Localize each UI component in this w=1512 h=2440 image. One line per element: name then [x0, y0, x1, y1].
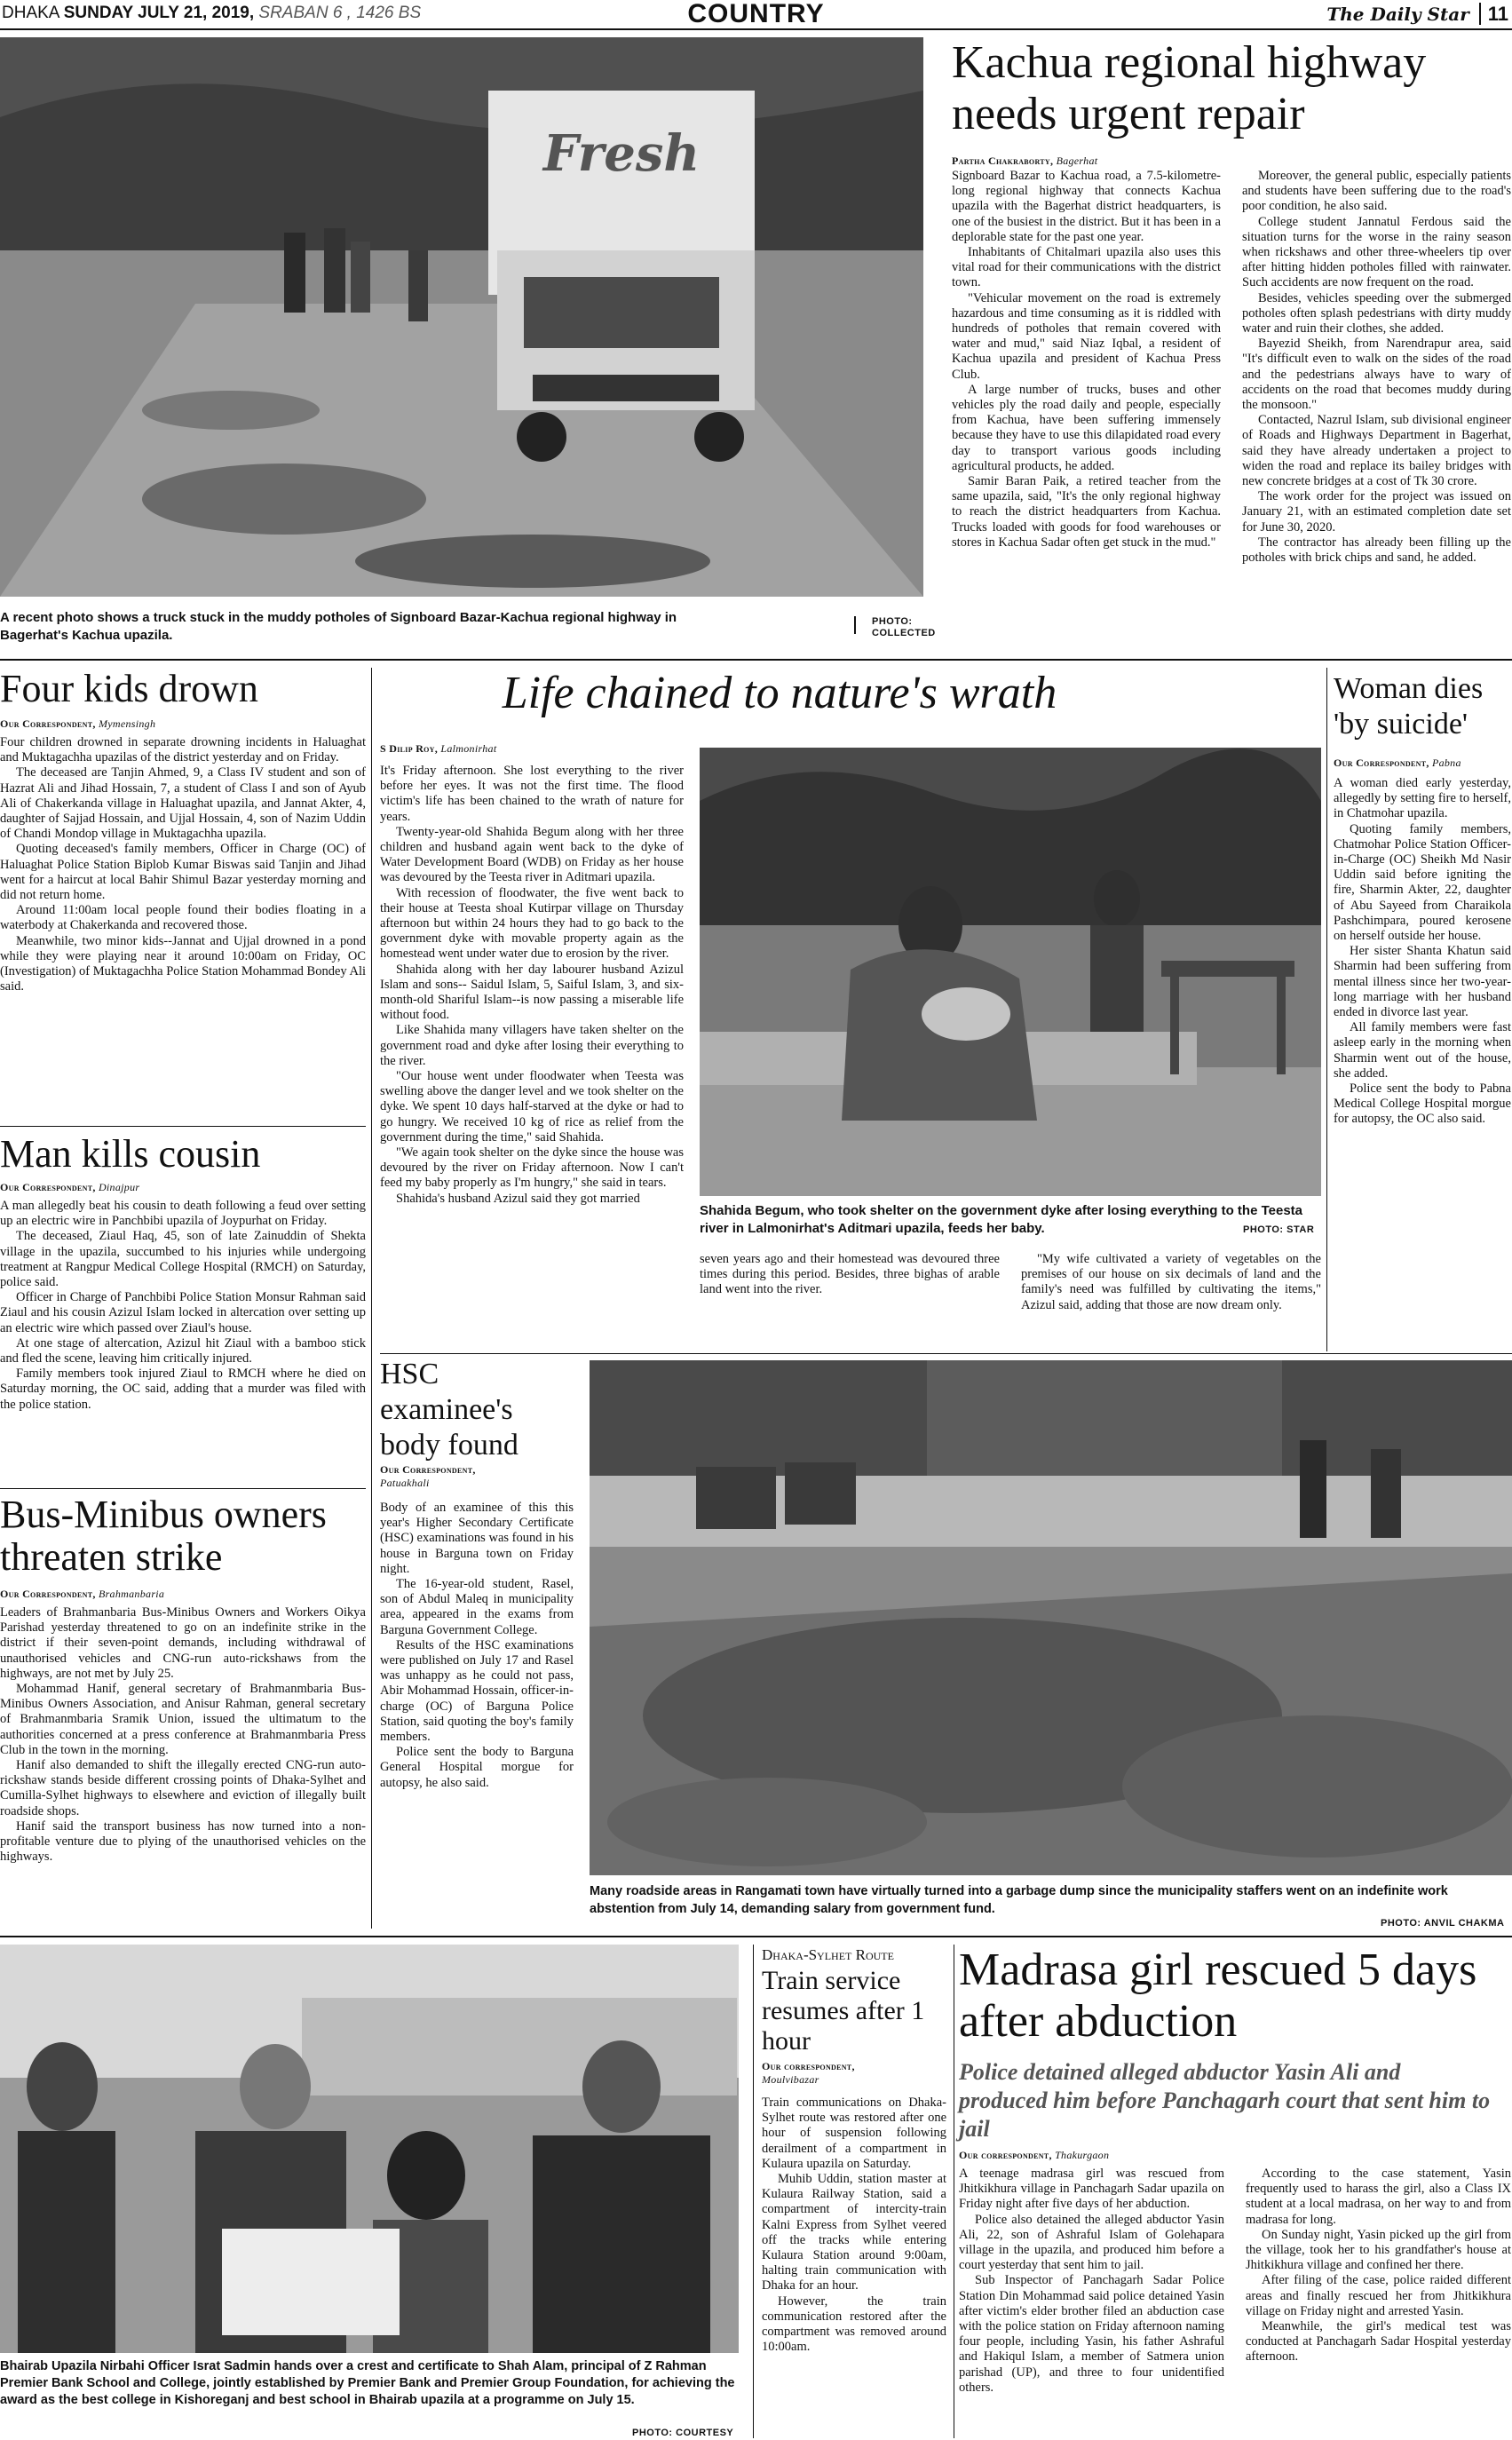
kachua-byline	[952, 154, 1097, 168]
paragraph: Like Shahida many villagers have taken shelter on the government road and dyke after losing their everything to the river.	[380, 1023, 684, 1068]
paragraph: Shahida's husband Azizul said they got married	[396, 1191, 640, 1206]
cousin-byline-place: Dinajpur	[98, 1181, 140, 1193]
paragraph: Meanwhile, two minor kids--Jannat and Ujjal drowned in a pond while they were playing near it around 10:00am on Friday, OC (Investigation) of Muktagachha Police Station Mohammad Bondey Ali said.	[0, 933, 366, 994]
paragraph: Bayezid Sheikh, from Narendrapur area, said "It's difficult even to walk on the sides of the road and the pedestrians always have to wary of accidents on the road that becomes muddy during the monsoon."	[1242, 337, 1511, 413]
garbage-photo-caption: Many roadside areas in Rangamati town have virtually turned into a garbage dump since the municipality staffers went on an indefinite work abstention from July 14, demanding salary from government fund.	[590, 1884, 1448, 1916]
paragraph: Twenty-year-old Shahida Begum along with her three children and husband again went back to the dyke of Water Development Board (WDB) on Friday as her house was devoured by the Teesta river in Aditmari upazila.	[380, 824, 684, 885]
divider	[380, 1353, 1512, 1354]
life-byline	[380, 742, 496, 756]
shahida-photo-caption: Shahida Begum, who took shelter on the government dyke after losing everything to the Teesta river in Lalmonirhat's Aditmari upazila, feeds her baby.	[700, 1203, 1303, 1236]
life-body	[380, 764, 684, 1207]
paragraph: Samir Baran Paik, a retired teacher from the same upazila, said, "It's the only regional highway to reach the district headquarters from Kachua. Trucks loaded with goods for food warehouses or stores in Kachua Sadar often get stuck in the mud."	[952, 474, 1221, 550]
paragraph: Four children drowned in separate drowning incidents in Haluaghat and Muktagachha upazilas of the district yesterday and on Friday.	[0, 735, 366, 765]
garbage-photo-credit: PHOTO: ANVIL CHAKMA	[1381, 1918, 1505, 1929]
paragraph: Signboard Bazar to Kachua road, a 7.5-kilometre-long regional highway that connects Kachua upazila with the Bagerhat district headquarters, is one of the busiest in the district. But it has been in a deplorable state for the past one year.	[952, 169, 1221, 244]
four-kids-byline-place: Mymensingh	[98, 717, 156, 730]
shahida-photo-credit: PHOTO: STAR	[1243, 1224, 1315, 1235]
shahida-photo	[700, 748, 1321, 1196]
paragraph: Inhabitants of Chitalmari upazila also uses this vital road for their communications with the district town.	[952, 245, 1221, 290]
woman-byline	[1334, 757, 1461, 770]
life-byline-name: S Dilip Roy,	[380, 742, 439, 755]
train-headline: Train service resumes after 1 hour	[762, 1966, 925, 2056]
paragraph: College student Jannatul Ferdous said the situation turns for the worse in the rainy season when rickshaws and other three-wheelers tip over after hitting hidden potholes filled with rainwater. Such accidents are now frequent on the road.	[1242, 214, 1511, 290]
award-photo-caption: Bhairab Upazila Nirbahi Officer Israt Sadmin hands over a crest and certificate to Shah Alam, principal of Z Rahman Premier Bank School and College, jointly established by Premier Bank and Premier Group Foundation, for achieving the award as the best college in Kishoreganj and best school in Bhairab upazila at a programme on July 15.	[0, 2359, 735, 2407]
paragraph: Leaders of Brahmanbaria Bus-Minibus Owners and Workers Oikya Parishad yesterday threatened to go on an indefinite strike in the district if their seven-point demands, including withdrawal of unauthorised vehicles and CNG-run auto-rickshaws from the highways, are not met by July 25.	[0, 1605, 366, 1681]
paragraph: The 16-year-old student, Rasel, son of Abdul Maleq in municipality area, appeared in the exams from Barguna Government College.	[380, 1577, 574, 1637]
paragraph: Muhib Uddin, station master at Kulaura Railway Station, said a compartment of intercity-train Kalni Express from Sylhet veered off the tracks while entering Kulaura Station around 9:00am, halting train communication with Dhaka for an hour.	[762, 2172, 946, 2293]
paragraph: Contacted, Nazrul Islam, sub divisional engineer of Roads and Highways Department in Bagerhat, said they have already undertaken a project to widen the road and replace its bailey bridges with new concrete bridges at a cost of Tk 30 crore.	[1242, 413, 1511, 489]
madrasa-byline-place: Thakurgaon	[1055, 2149, 1110, 2161]
truck-brand-text: Fresh	[542, 124, 701, 183]
paragraph: According to the case statement, Yasin frequently used to harass the girl, also a Class IX student at a local madrasa, on her way to and from madrasa for long.	[1246, 2167, 1511, 2227]
four-kids-body	[0, 735, 366, 994]
madrasa-headline: Madrasa girl rescued 5 days after abduction	[959, 1945, 1477, 2047]
woman-byline-name: Our Correspondent,	[1334, 757, 1429, 769]
paragraph: The work order for the project was issued on January 21, with an estimated completion date set for June 30, 2020.	[1242, 489, 1511, 535]
paragraph: A man allegedly beat his cousin to death following a feud over setting up an electric wire in Panchbibi upazila of Joypurhat on Friday.	[0, 1199, 366, 1229]
paragraph: Train communications on Dhaka-Sylhet route was restored after one hour of suspension following derailment of a compartment in Kulaura upazila on Saturday.	[762, 2095, 946, 2171]
paragraph: However, the train communication restored after the compartment was removed around 10:00am.	[762, 2293, 946, 2355]
cousin-headline: Man kills cousin	[0, 1132, 261, 1176]
paragraph: On Sunday night, Yasin picked up the girl from the village, took her to his grandfather's house at Jhitkikhura village and confined her there.	[1246, 2227, 1511, 2273]
newspaper-logo: The Daily Star	[1326, 4, 1469, 25]
kachua-headline: Kachua regional highway needs urgent repair	[952, 37, 1427, 139]
paragraph: Shahida along with her day labourer husband Azizul Islam and sons-- Saidul Islam, 5, Saiful Islam, 3, and six-month-old Shariful Islam--is now passing a miserable life without food.	[380, 962, 684, 1023]
bus-headline: Bus-Minibus owners threaten strike	[0, 1493, 327, 1579]
bus-byline	[0, 1588, 164, 1601]
masthead-right	[1326, 3, 1508, 26]
train-byline-name: Our correspondent,	[762, 2060, 855, 2072]
paragraph: Hanif also demanded to shift the illegally erected CNG-run auto-rickshaw stands beside different crossing points of Dhaka-Sylhet and Cumilla-Sylhet highways to elsewhere and eviction of illegally built roadside shops.	[0, 1758, 366, 1818]
kachua-byline-place: Bagerhat	[1056, 154, 1098, 167]
caption-divider	[854, 616, 856, 634]
award-photo	[0, 1945, 739, 2353]
hsc-byline-name: Our Correspondent,	[380, 1463, 476, 1476]
train-byline	[762, 2060, 948, 2087]
paragraph: Police sent the body to Pabna Medical College Hospital morgue for autopsy, the OC also said.	[1334, 1081, 1511, 1127]
paragraph: Hanif said the transport business has now turned into a non-profitable venture due to plying of the unauthorised vehicles on the highways.	[0, 1818, 366, 1865]
hsc-headline: HSC examinee's body found	[380, 1358, 519, 1462]
bus-body	[0, 1605, 366, 1865]
hsc-byline-place: Patuakhali	[380, 1477, 430, 1489]
woman-headline: Woman dies 'by suicide'	[1334, 672, 1484, 741]
kachua-byline-name: Partha Chakraborty,	[952, 154, 1054, 167]
paragraph: The deceased are Tanjin Ahmed, 9, a Class IV student and son of Hazrat Ali and Jihad Hossain, 7, a student of Class I and son of Ayub Ali of Chakerkanda village in Haluaghat upazila, and Jannat Akter, 4, daughter of Sajjad Hossain, and Ujjal Hossain, 4, son of Nazim Uddin of Chandi Mondop village in Muktagachha upazila.	[0, 765, 366, 842]
four-kids-byline-name: Our Correspondent,	[0, 717, 96, 730]
four-kids-byline	[0, 717, 155, 731]
paragraph: At one stage of altercation, Azizul hit Ziaul with a bamboo stick and fled the scene, leaving him critically injured.	[0, 1335, 366, 1367]
madrasa-byline	[959, 2149, 1109, 2162]
truck-photo-caption: A recent photo shows a truck stuck in the muddy potholes of Signboard Bazar-Kachua regional highway in Bagerhat's Kachua upazila.	[0, 610, 677, 643]
paragraph: "We again took shelter on the dyke since the house was devoured by the river on Friday afternoon. Now I can't feed my baby properly as I'm hungry," she said in tears.	[380, 1145, 684, 1191]
paragraph: Body of an examinee of this this year's Higher Secondary Certificate (HSC) examinations was found in his house in Barguna town on Friday night.	[380, 1501, 574, 1576]
paragraph: "Vehicular movement on the road is extremely hazardous and time consuming as it is riddled with hundreds of potholes that remain covered with water and mud," said Niaz Iqbal, a resident of Kachua upazila and president of Kachua Press Club.	[952, 290, 1221, 382]
column-rule	[1326, 668, 1327, 1351]
paragraph: The deceased, Ziaul Haq, 45, son of late Zainuddin of Shekta village in the upazila, succumbed to his injuries while undergoing treatment at Rangpur Medical College Hospital (RMCH) on Saturday, police said.	[0, 1229, 366, 1290]
paragraph: Results of the HSC examinations were published on July 17 and Rasel was unhappy as he could not pass, Abir Mohammad Hossain, officer-in-charge (OC) of Barguna Police Station, said quoting the boy's family members.	[380, 1637, 574, 1745]
divider	[0, 1488, 366, 1489]
page-number: 11	[1479, 3, 1508, 25]
paragraph: Quoting deceased's family members, Officer in Charge (OC) of Haluaghat Police Station Biplob Kumar Biswas said Tanjin and Jihad went for a haircut at local Bahir Shimul Bazar yesterday morning and did not return home.	[0, 842, 366, 903]
paragraph: Family members took injured Ziaul to RMCH where he died on Saturday morning, the OC said, adding that a murder was filed with the police station.	[0, 1367, 366, 1412]
masthead	[0, 0, 1512, 30]
hsc-body	[380, 1501, 574, 1791]
paragraph: "My wife cultivated a variety of vegetables on the premises of our house on six decimals of land and the family's need was fulfilled by cultivating the items," Azizul said, adding that those are now dream only.	[1021, 1252, 1321, 1312]
madrasa-deck: Police detained alleged abductor Yasin Ali and produced him before Panchagarh court that sent him to jail	[959, 2059, 1491, 2142]
paragraph: Police also detained the alleged abductor Yasin Ali, 22, son of Ashraful Islam of Golehapara village in the upazila, and produced him before a court yesterday that sent him to jail.	[959, 2212, 1224, 2273]
paragraph: It's Friday afternoon. She lost everything to the river before her eyes. It was not the first time. The flood victim's life has been chained to the wrath of nature for years.	[380, 764, 684, 824]
paragraph: Police sent the body to Barguna General Hospital morgue for autopsy, he also said.	[380, 1745, 574, 1790]
woman-body	[1334, 776, 1511, 1128]
paragraph: Mohammad Hanif, general secretary of Brahmanmbaria Bus-Minibus Owners Association, and Anisur Rahman, general secretary of Brahmanmbaria Sramik Union, issued the ultimatum to the authorities concerned at a press conference at Brahmanmbaria Press Club in the town in the morning.	[0, 1682, 366, 1757]
bangla-date-label: SRABAN 6 , 1426 BS	[258, 4, 422, 22]
column-rule	[753, 1945, 754, 2438]
award-photo-credit: PHOTO: COURTESY	[632, 2428, 734, 2438]
paragraph: All family members were fast asleep early in the morning when Sharmin went out of the house, she added.	[1334, 1020, 1511, 1081]
paragraph: Sub Inspector of Panchagarh Sadar Police Station Din Mohammad said police detained Yasin after victim's elder brother filed an abduction case with the police station on Friday afternoon naming four people, including Yasin, his father Ashraful and Hakiqul Islam, a member of Satmera union parishad (UP), and three to four unidentified others.	[959, 2273, 1224, 2395]
train-body	[762, 2095, 946, 2355]
divider	[0, 1126, 366, 1127]
dateline	[2, 4, 421, 23]
bus-byline-name: Our Correspondent,	[0, 1588, 96, 1600]
hsc-byline	[380, 1463, 575, 1490]
life-headline: Life chained to nature's wrath	[502, 668, 1057, 718]
four-kids-headline: Four kids drown	[0, 667, 258, 710]
section-title: COUNTRY	[687, 0, 825, 28]
paragraph: Quoting family members, Chatmohar Police Station Officer-in-Charge (OC) Sheikh Md Nasir Uddin said before igniting the fire, Sharmin Akter, 22, daughter of Abu Sayeed from Charaikola Pashchimpara, poured kerosene on herself outside her house.	[1334, 821, 1511, 944]
madrasa-body	[959, 2167, 1511, 2433]
paragraph: The contractor has already been filling up the potholes with brick chips and sand, he added.	[1242, 535, 1511, 566]
city-label: DHAKA	[2, 4, 59, 22]
section-divider-bottom	[0, 1936, 1512, 1937]
paragraph: Her sister Shanta Khatun said Sharmin had been suffering from mental illness since her two-year-long marriage with her husband ended in divorce last year.	[1334, 944, 1511, 1020]
truck-photo-credit: PHOTO: COLLECTED	[872, 616, 936, 638]
paragraph: After filing of the case, police raided different areas and finally rescued her from Jhitkikhura village on Friday night and arrested Yasin.	[1246, 2273, 1511, 2318]
paragraph: Meanwhile, the girl's medical test was conducted at Panchagarh Sadar Hospital yesterday afternoon.	[1246, 2319, 1511, 2365]
paragraph: A woman died early yesterday, allegedly by setting fire to herself, in Chatmohar upazila.	[1334, 776, 1511, 821]
kachua-body	[952, 169, 1511, 639]
woman-byline-place: Pabna	[1431, 757, 1461, 769]
bus-byline-place: Brahmanbaria	[98, 1588, 165, 1600]
train-kicker: Dhaka-Sylhet Route	[762, 1946, 894, 1963]
paragraph: A teenage madrasa girl was rescued from Jhitkikhura village in Panchagarh Sadar upazila on Friday night after five days of her abduction.	[959, 2167, 1224, 2212]
paragraph: "Our house went under floodwater when Teesta was swelling above the danger level and we took shelter on the dyke. We spent 10 days half-starved at the dyke or had to go hungry. We received 10 kg of rice as relief from the government during the time," said Shahida.	[380, 1069, 684, 1145]
cousin-byline	[0, 1181, 139, 1194]
column-rule	[371, 668, 372, 1929]
paragraph: Moreover, the general public, especially patients and students have been suffering due to the road's poor condition, he also said.	[1242, 169, 1511, 214]
section-divider-top	[0, 659, 1512, 661]
cousin-byline-name: Our Correspondent,	[0, 1181, 96, 1193]
truck-photo	[0, 37, 923, 597]
cousin-body	[0, 1199, 366, 1413]
garbage-photo	[590, 1360, 1512, 1875]
paragraph: A large number of trucks, buses and other vehicles ply the road daily and people, especially from Kachua, have been suffering immensely because they have to use this dilapidated road every day to transport various goods including agricultural products, he added.	[952, 382, 1221, 473]
paragraph: Around 11:00am local people found their bodies floating in a waterbody at Chakerkanda and recovered those.	[0, 903, 366, 933]
life-body-continued	[700, 1252, 1321, 1350]
train-byline-place: Moulvibazar	[762, 2073, 819, 2086]
paragraph: seven years ago and their homestead was devoured three times during this period. Besides, three bighas of arable land went into the river.	[700, 1252, 1000, 1297]
paragraph: Officer in Charge of Panchbibi Police Station Monsur Rahman said Ziaul and his cousin Azizul Islam locked in altercation over setting up an electric wire which passed over Ziaul's house.	[0, 1290, 366, 1335]
date-label: SUNDAY JULY 21, 2019,	[63, 4, 255, 22]
life-byline-place: Lalmonirhat	[440, 742, 497, 755]
paragraph: With recession of floodwater, the five went back to their house at Teesta shoal Kutirpar village on Thursday afternoon but within 24 hours they had to go back to the government dyke with movable property again as the homestead went under water due to erosion by the river.	[380, 885, 684, 962]
paragraph: Besides, vehicles speeding over the submerged potholes often splash pedestrians with dirty muddy water and ruin their clothes, she added.	[1242, 290, 1511, 337]
madrasa-byline-name: Our correspondent,	[959, 2149, 1052, 2161]
